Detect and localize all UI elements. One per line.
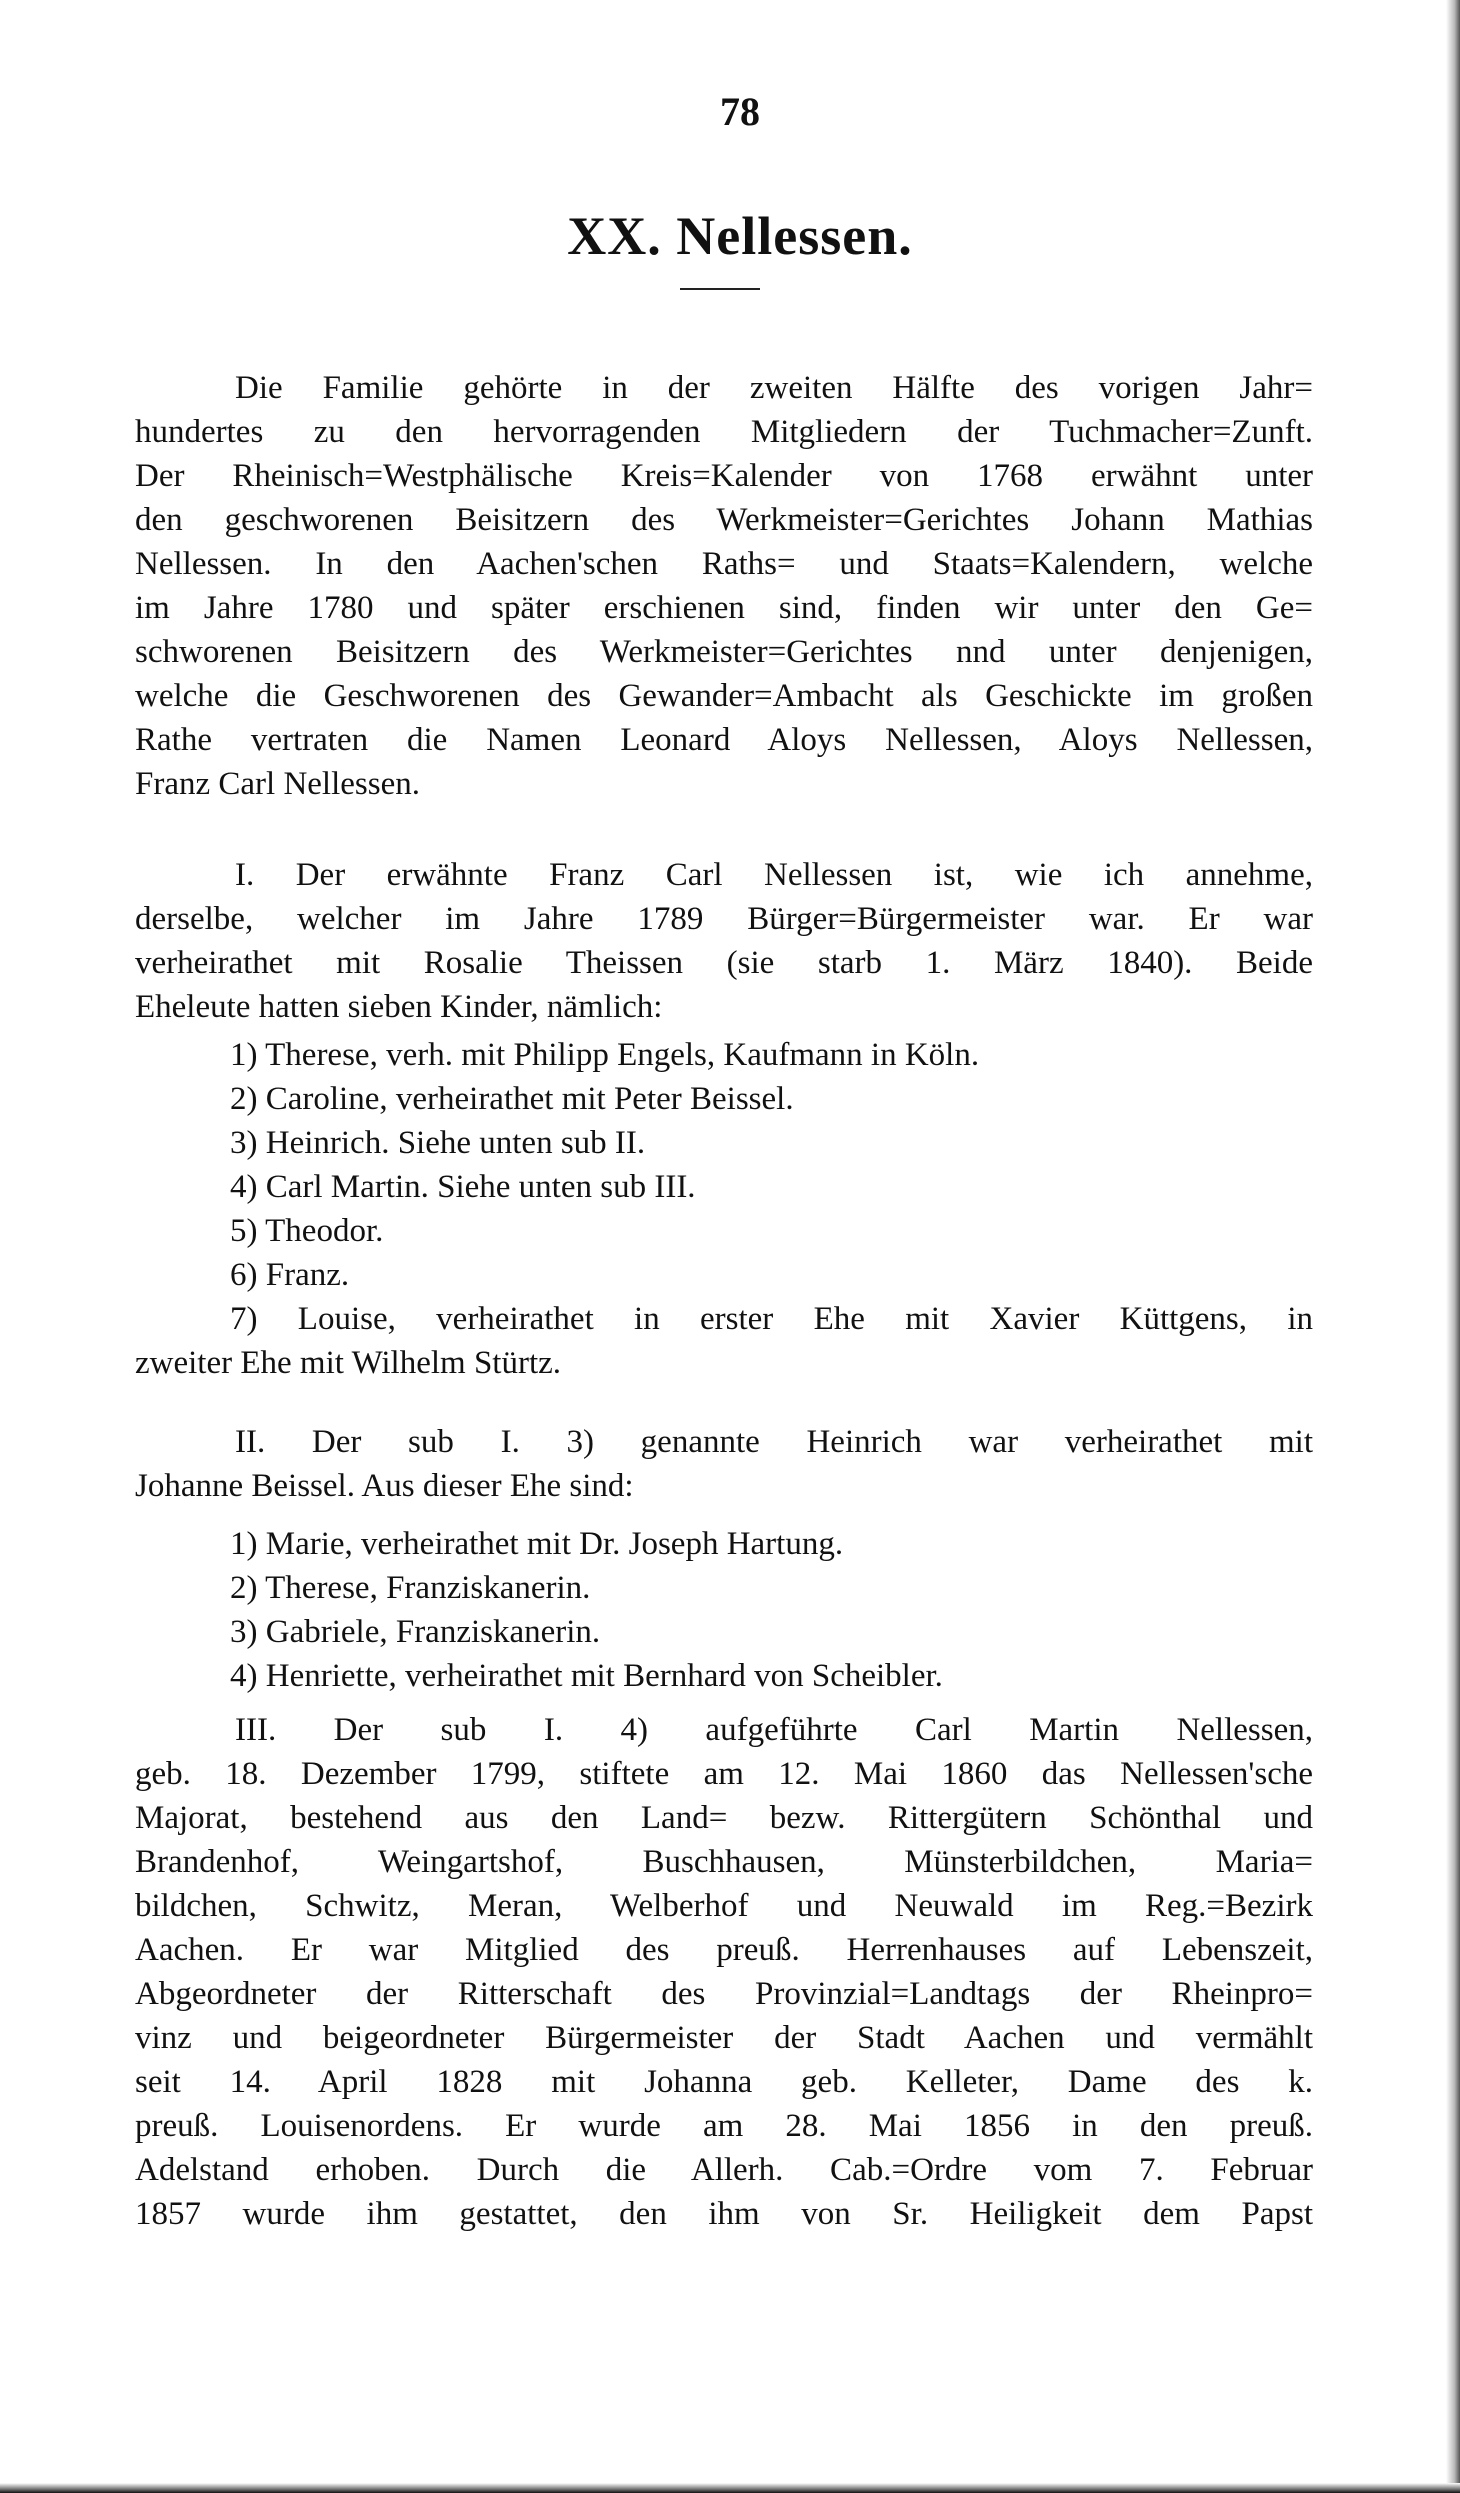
text-line: I. Der erwähnte Franz Carl Nellessen ist, wie ich annehme, (235, 857, 1313, 893)
text-line: 4) Henriette, verheirathet mit Bernhard von Scheibler. (230, 1658, 943, 1694)
text-line: vinz und beigeordneter Bürgermeister der Stadt Aachen und vermählt (135, 2020, 1313, 2056)
text-line: 7) Louise, verheirathet in erster Ehe mit Xavier Küttgens, in (230, 1301, 1313, 1337)
enumerated-list (135, 1033, 1313, 1385)
text-line: 5) Theodor. (230, 1213, 384, 1249)
text-line: Franz Carl Nellessen. (135, 766, 420, 802)
text-line: 1857 wurde ihm gestattet, den ihm von Sr. Heiligkeit dem Papst (135, 2196, 1313, 2232)
text-line: Der Rheinisch=Westphälische Kreis=Kalender von 1768 erwähnt unter (135, 458, 1313, 494)
text-line: bildchen, Schwitz, Meran, Welberhof und Neuwald im Reg.=Bezirk (135, 1888, 1313, 1924)
text-line: Majorat, bestehend aus den Land= bezw. Rittergütern Schönthal und (135, 1800, 1313, 1836)
text-line: 2) Therese, Franziskanerin. (230, 1570, 591, 1606)
text-line: zweiter Ehe mit Wilhelm Stürtz. (135, 1345, 562, 1381)
text-line: Adelstand erhoben. Durch die Allerh. Cab.=Ordre vom 7. Februar (135, 2152, 1313, 2188)
text-line: III. Der sub I. 4) aufgeführte Carl Martin Nellessen, (235, 1712, 1313, 1748)
text-line: II. Der sub I. 3) genannte Heinrich war verheirathet mit (235, 1424, 1313, 1460)
text-line: Nellessen. In den Aachen'schen Raths= und Staats=Kalendern, welche (135, 546, 1313, 582)
text-line: preuß. Louisenordens. Er wurde am 28. Mai 1856 in den preuß. (135, 2108, 1313, 2144)
text-line: derselbe, welcher im Jahre 1789 Bürger=Bürgermeister war. Er war (135, 901, 1313, 937)
text-line: seit 14. April 1828 mit Johanna geb. Kelleter, Dame des k. (135, 2064, 1313, 2100)
text-line: schworenen Beisitzern des Werkmeister=Gerichtes nnd unter denjenigen, (135, 634, 1313, 670)
page-number: 78 (720, 89, 760, 134)
text-line: hundertes zu den hervorragenden Mitgliedern der Tuchmacher=Zunft. (135, 414, 1313, 450)
title-divider (680, 288, 760, 290)
text-line: 4) Carl Martin. Siehe unten sub III. (230, 1169, 696, 1205)
paragraph (135, 1708, 1313, 2236)
chapter-title: XX. Nellessen. (567, 206, 913, 266)
page-body (135, 366, 1313, 2236)
text-line: welche die Geschworenen des Gewander=Ambacht als Geschickte im großen (135, 678, 1313, 714)
text-line: 6) Franz. (230, 1257, 350, 1293)
scan-edge (1446, 0, 1460, 2493)
text-line: geb. 18. Dezember 1799, stiftete am 12. Mai 1860 das Nellessen'sche (135, 1756, 1313, 1792)
text-line: Brandenhof, Weingartshof, Buschhausen, Münsterbildchen, Maria= (135, 1844, 1313, 1880)
text-line: Johanne Beissel. Aus dieser Ehe sind: (135, 1468, 634, 1504)
paragraph (135, 853, 1313, 1029)
text-line: 2) Caroline, verheirathet mit Peter Beissel. (230, 1081, 794, 1117)
scan-bottom-edge (0, 2483, 1460, 2493)
text-line: 1) Marie, verheirathet mit Dr. Joseph Hartung. (230, 1526, 844, 1562)
text-line: Aachen. Er war Mitglied des preuß. Herrenhauses auf Lebenszeit, (135, 1932, 1313, 1968)
text-line: Eheleute hatten sieben Kinder, nämlich: (135, 989, 663, 1025)
text-line: Abgeordneter der Ritterschaft des Provinzial=Landtags der Rheinpro= (135, 1976, 1313, 2012)
text-line: 3) Gabriele, Franziskanerin. (230, 1614, 601, 1650)
text-line: den geschworenen Beisitzern des Werkmeister=Gerichtes Johann Mathias (135, 502, 1313, 538)
paragraph (135, 366, 1313, 806)
paragraph (135, 1420, 1313, 1508)
text-line: Die Familie gehörte in der zweiten Hälfte des vorigen Jahr= (235, 370, 1313, 406)
text-line: 1) Therese, verh. mit Philipp Engels, Kaufmann in Köln. (230, 1037, 980, 1073)
text-line: 3) Heinrich. Siehe unten sub II. (230, 1125, 646, 1161)
text-line: im Jahre 1780 und später erschienen sind, finden wir unter den Ge= (135, 590, 1313, 626)
text-line: verheirathet mit Rosalie Theissen (sie starb 1. März 1840). Beide (135, 945, 1313, 981)
text-line: Rathe vertraten die Namen Leonard Aloys Nellessen, Aloys Nellessen, (135, 722, 1313, 758)
enumerated-list (135, 1522, 1313, 1698)
